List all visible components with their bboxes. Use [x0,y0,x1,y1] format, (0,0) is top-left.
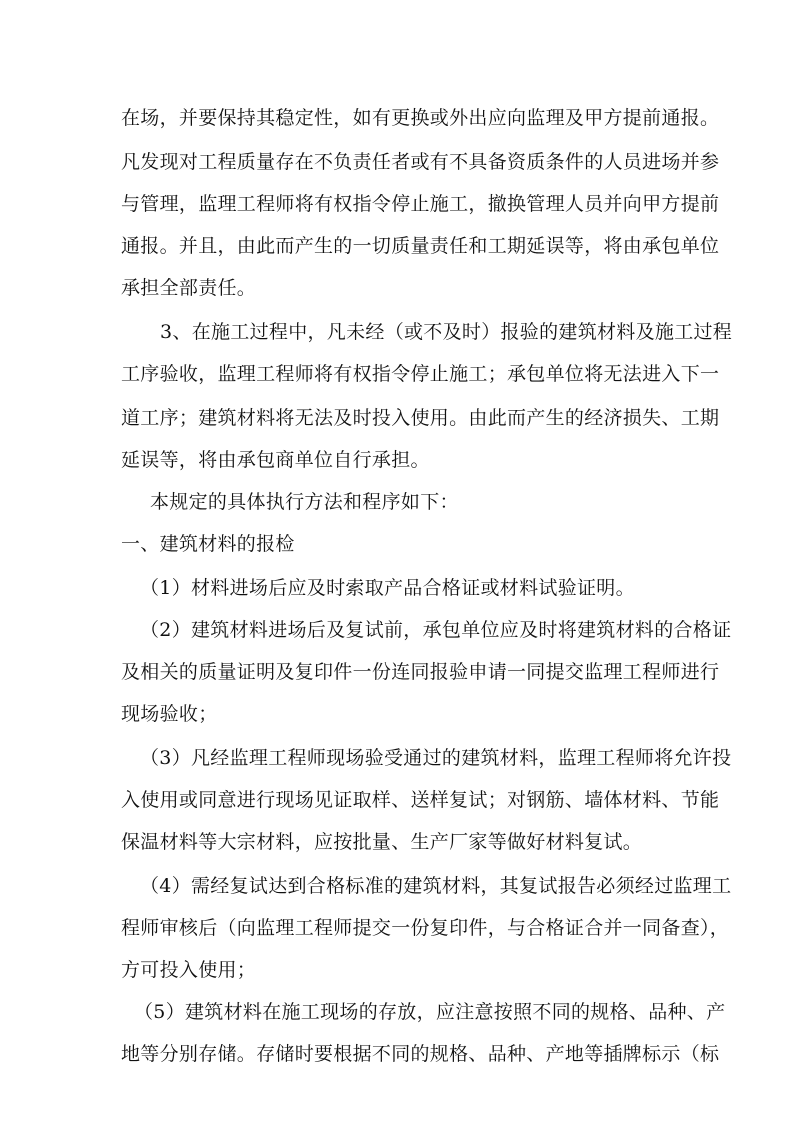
text-line: （5）建筑材料在施工现场的存放，应注意按照不同的规格、品种、产 [134,1001,726,1023]
text-line: 入使用或同意进行现场见证取样、送样复试；对钢筋、墙体材料、节能 [121,789,720,811]
text-line: （3）凡经监理工程师现场验受通过的建筑材料，监理工程师将允许投 [140,747,732,769]
text-line: （4）需经复试达到合格标准的建筑材料，其复试报告必须经过监理工 [140,875,732,897]
text-line: 及相关的质量证明及复印件一份连同报验申请一同提交监理工程师进行 [121,661,720,683]
text-line: 凡发现对工程质量存在不负责任者或有不具备资质条件的人员进场并参 [121,151,720,173]
text-line: 在场，并要保持其稳定性，如有更换或外出应向监理及甲方提前通报。 [121,107,720,129]
text-line: 3、在施工过程中，凡未经（或不及时）报验的建筑材料及施工过程 [160,321,733,343]
text-line: 延误等，将由承包商单位自行承担。 [121,449,430,471]
text-line: 通报。并且，由此而产生的一切质量责任和工期延误等，将由承包单位 [121,235,720,257]
text-line: 与管理，监理工程师将有权指令停止施工，撤换管理人员并向甲方提前 [121,193,720,215]
text-line: 道工序；建筑材料将无法及时投入使用。由此而产生的经济损失、工期 [121,407,720,429]
text-line: 工序验收，监理工程师将有权指令停止施工；承包单位将无法进入下一 [121,363,720,385]
text-line: （2）建筑材料进场后及复试前，承包单位应及时将建筑材料的合格证 [140,619,732,641]
text-line: 承担全部责任。 [121,277,257,299]
text-line: 地等分别存储。存储时要根据不同的规格、品种、产地等插牌标示（标 [121,1043,720,1065]
text-line: 现场验收； [121,703,218,725]
section-heading: 一、建筑材料的报检 [121,533,295,555]
text-line: 程师审核后（向监理工程师提交一份复印件，与合格证合并一同备查）， [121,917,730,939]
text-line: 方可投入使用； [121,959,257,981]
text-line: （1）材料进场后应及时索取产品合格证或材料试验证明。 [140,577,635,599]
text-line: 保温材料等大宗材料，应按批量、生产厂家等做好材料复试。 [121,831,643,853]
text-line: 本规定的具体执行方法和程序如下： [150,491,459,513]
